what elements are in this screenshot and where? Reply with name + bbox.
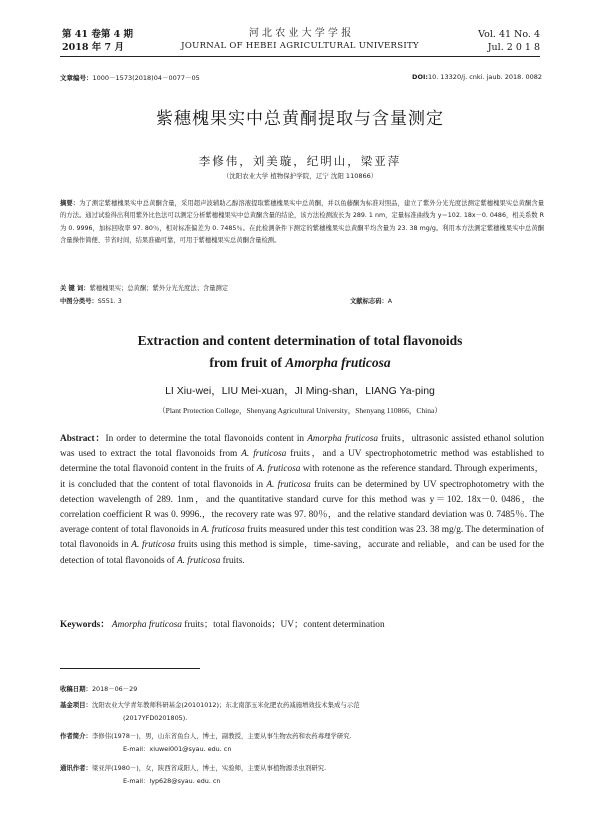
fund-label: 基金项目： bbox=[60, 701, 92, 709]
classification-label: 中图分类号： bbox=[60, 298, 98, 305]
title-en-line1: Extraction and content determination of total flavonoids bbox=[137, 333, 463, 348]
title-en bbox=[0, 330, 600, 374]
abstract-en-part: fruits using this method is simple，time-saving，accurate and reliable，and can be used for the detection of total flavonoids of bbox=[60, 540, 544, 566]
authors-en: LI Xiu-wei，LIU Mei-xuan，JI Ming-shan，LIANG Ya-ping bbox=[165, 385, 435, 397]
keywords-en-label: Keywords： bbox=[60, 620, 110, 630]
keywords-cn bbox=[60, 283, 544, 294]
doi bbox=[412, 73, 542, 81]
journal-name-cn: 河 北 农 业 大 学 学 报 bbox=[248, 28, 352, 39]
abstract-en-part: fruits measured under this test condition was 23. 38 mg/g. The determination of total flavonoids in bbox=[60, 525, 544, 551]
abstract-en-species: A. fruticosa bbox=[266, 479, 311, 490]
document-code bbox=[350, 296, 392, 305]
footnote-rule bbox=[60, 668, 200, 669]
affiliation-cn: （沈阳农业大学 植物保护学院，辽宁 沈阳 110866） bbox=[222, 172, 378, 180]
article-number-label: 文章编号： bbox=[60, 74, 93, 82]
doi-value: 10. 13320/j. cnki. jaub. 2018. 0082 bbox=[428, 73, 542, 81]
author-bio-label: 作者简介： bbox=[60, 732, 92, 740]
abstract-en-species: A. fruticosa bbox=[176, 555, 221, 566]
abstract-en bbox=[60, 432, 544, 569]
abstract-cn bbox=[60, 198, 544, 247]
title-en-species: Amorpha fruticosa bbox=[285, 355, 391, 370]
article-number bbox=[60, 73, 200, 82]
abstract-en-species: A. fruticosa bbox=[131, 540, 176, 551]
footnote-corresponding bbox=[60, 762, 544, 787]
abstract-en-part: fruits，ultrasonic assisted ethanol solution was used to extract the total flavonoids from bbox=[60, 434, 544, 460]
title-en-line2 bbox=[0, 352, 600, 374]
issue-info-en bbox=[478, 28, 540, 54]
doi-label: DOI: bbox=[412, 73, 428, 81]
footnote-author bbox=[60, 730, 544, 755]
abstract-en-species: A. fruticosa bbox=[201, 525, 245, 536]
document-code-value: A bbox=[387, 298, 393, 305]
affiliation-en: （Plant Protection College，Shenyang Agricultural University，Shenyang 110866，China） bbox=[158, 406, 442, 415]
abstract-en-species: A. fruticosa bbox=[241, 449, 287, 460]
abstract-en-part: fruits. bbox=[220, 555, 245, 566]
abstract-en-part: with rotenone as the reference standard. Through experiments，it is concluded that the content of total flavonoids in bbox=[60, 464, 544, 490]
fund-text-cont: (2017YFD0201805). bbox=[123, 713, 188, 722]
author-email: E-mail：xiuwei001@syau. edu. cn bbox=[123, 744, 232, 753]
header-rule bbox=[60, 56, 540, 57]
keywords-en bbox=[60, 616, 544, 630]
date-en: Jul. 2 0 1 8 bbox=[487, 42, 540, 53]
abstract-en-label: Abstract： bbox=[60, 434, 106, 444]
abstract-en-part: fruits，and a UV spectrophotometric method was established to determine the total flavonoid content in the fruits of bbox=[60, 449, 544, 475]
volume-issue-cn: 第 41 卷第 4 期 bbox=[62, 29, 134, 40]
journal-name-en: JOURNAL OF HEBEI AGRICULTURAL UNIVERSITY bbox=[181, 41, 419, 51]
article-number-value: 1000－1573(2018)04－0077－05 bbox=[92, 74, 200, 82]
title-en-line2-prefix: from fruit of bbox=[209, 355, 286, 370]
corresponding-label: 通讯作者： bbox=[60, 764, 92, 772]
abstract-cn-text: 为了测定紫穗槐果实中总黄酮含量，采用超声波辅助乙醇溶液提取紫穗槐果实中总黄酮，并以鱼藤酮为标准对照品，建立了紫外分光光度法测定紫穗槐果实总黄酮含量的方法。通过试验得出利用紫外比色法可以测定分析紫穗槐果实中总黄酮含量的结论，该方法检测波长为 289. 1 nm，定量标准曲线为 y＝102. 18x－0. 0486，相关系数 R 为 0. 9996，加标回收率 97. 80％，相对标准偏差为 0. 7485％。在此检测条件下测定的紫穗槐果实总黄酮平均含量为 23. 38 mg/g。利用本方法测定紫穗槐果实中总黄酮含量操作简便、节省时间，结果准确可靠，可用于紫穗槐果实总黄酮含量检测。 bbox=[60, 200, 545, 244]
abstract-en-part: fruits can be determined by UV spectrophotometry with the detection wavelength of 289. 1nm，and the quantitative standard curve for this method was y＝102. 18x－0. 0486，the correlation coefficient R was 0. 9996.，the recovery rate was 97. 80％，and the relative standard deviation was 0. 7485％. The average content of total flavonoids in bbox=[60, 479, 545, 536]
fund-text: 沈阳农业大学青年教师科研基金(20101012)；东北南部玉米化肥农药减施增效技术集成与示范 bbox=[91, 701, 360, 709]
corresponding-email: E-mail：lyp628@syau. edu. cn bbox=[123, 776, 221, 785]
title-cn: 紫穗槐果实中总黄酮提取与含量测定 bbox=[156, 109, 444, 129]
classification-number bbox=[60, 296, 122, 305]
date-cn: 2018 年 7 月 bbox=[62, 42, 124, 53]
abstract-en-species: Amorpha fruticosa bbox=[307, 434, 378, 444]
keywords-cn-text: 紫穗槐果实；总黄酮；紫外分光光度法；含量测定 bbox=[89, 285, 229, 292]
volume-issue-en: Vol. 41 No. 4 bbox=[478, 29, 540, 40]
abstract-en-species: A. fruticosa bbox=[256, 464, 301, 475]
keywords-en-text: fruits；total flavonoids；UV；content determination bbox=[181, 620, 385, 630]
received-date: 2018－06－29 bbox=[91, 685, 138, 693]
keywords-en-species: Amorpha fruticosa bbox=[111, 620, 182, 630]
classification-value: S551. 3 bbox=[97, 298, 122, 305]
authors-cn: 李修伟，刘美璇，纪明山，梁亚萍 bbox=[198, 154, 402, 168]
keywords-cn-label: 关 键 词： bbox=[60, 285, 90, 292]
abstract-cn-label: 摘要： bbox=[60, 200, 80, 207]
abstract-en-part: In order to determine the total flavonoids content in bbox=[105, 434, 308, 444]
document-code-label: 文献标志码： bbox=[350, 298, 388, 305]
footnote-fund bbox=[60, 699, 544, 724]
corresponding-text: 梁亚萍(1980－)，女，陕西省咸阳人，博士，实验师，主要从事植物源杀虫剂研究. bbox=[91, 764, 327, 772]
received-label: 收稿日期： bbox=[60, 685, 92, 693]
footnote-received bbox=[60, 683, 544, 696]
author-bio-text: 李修伟(1978－)，男，山东省鱼台人，博士，副教授，主要从事生物农药和农药毒理学研究. bbox=[91, 732, 352, 740]
